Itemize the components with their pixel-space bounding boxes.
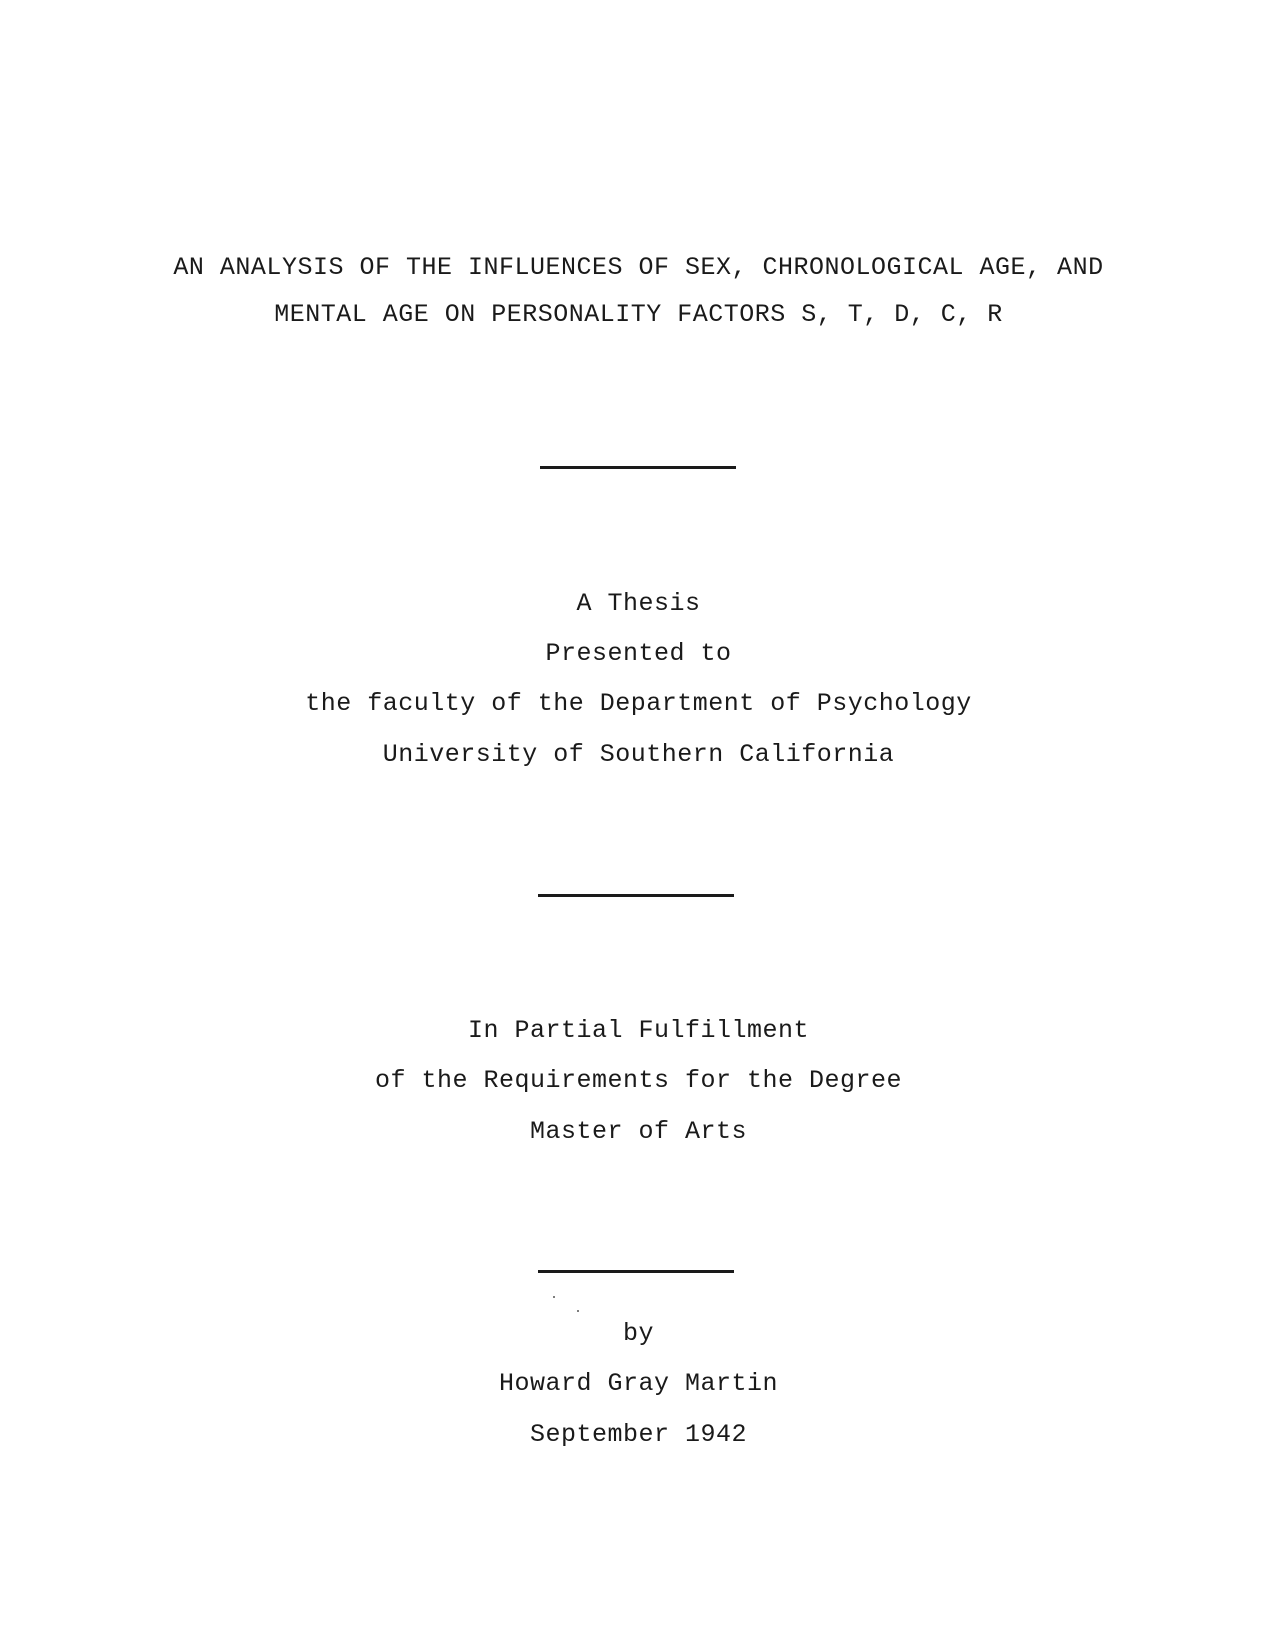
department-line: the faculty of the Department of Psychology <box>305 689 972 718</box>
author-name: Howard Gray Martin <box>498 1369 779 1398</box>
university-line: University of Southern California <box>382 740 895 769</box>
fulfillment-line-1: In Partial Fulfillment <box>467 1016 810 1045</box>
divider-rule-2 <box>538 894 734 897</box>
degree-line: Master of Arts <box>529 1117 748 1146</box>
submission-date: September 1942 <box>529 1420 748 1449</box>
thesis-label: A Thesis <box>576 589 701 618</box>
title-line-1: AN ANALYSIS OF THE INFLUENCES OF SEX, CHRONOLOGICAL AGE, AND <box>173 253 1104 282</box>
divider-rule-1 <box>540 466 736 469</box>
title-line-2: MENTAL AGE ON PERSONALITY FACTORS S, T, D, C, R <box>274 300 1003 329</box>
divider-rule-3 <box>538 1270 734 1273</box>
by-label: by <box>622 1319 654 1348</box>
presented-to: Presented to <box>545 639 732 668</box>
fulfillment-line-2: of the Requirements for the Degree <box>374 1066 903 1095</box>
ink-speck <box>553 1296 555 1298</box>
ink-speck <box>577 1310 579 1312</box>
